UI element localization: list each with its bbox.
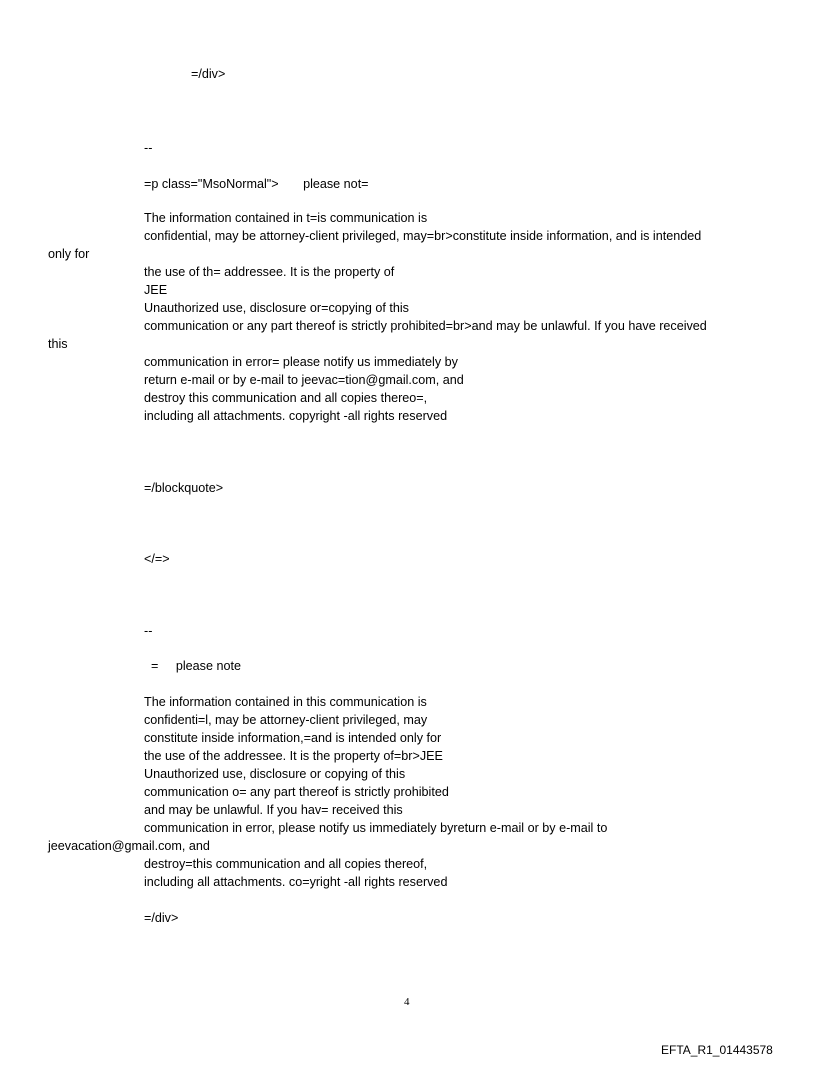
disclaimer-line: including all attachments. copyright -all rights reserved — [144, 409, 448, 423]
disclaimer-line: including all attachments. co=yright -all rights reserved — [144, 875, 448, 889]
signature-separator: -- — [144, 624, 153, 638]
disclaimer-line: destroy=this communication and all copies thereof, — [144, 857, 428, 871]
disclaimer-line: The information contained in t=is communication is — [144, 211, 428, 225]
signature-separator: -- — [144, 141, 153, 155]
disclaimer-line: and may be unlawful. If you hav= received this — [144, 803, 403, 817]
div-close-tag: =/div> — [191, 67, 226, 81]
blockquote-close-tag: =/blockquote> — [144, 481, 224, 495]
disclaimer-line: communication o= any part thereof is strictly prohibited — [144, 785, 449, 799]
disclaimer-line: Unauthorized use, disclosure or=copying of this — [144, 301, 409, 315]
disclaimer-line-wrap: jeevacation@gmail.com, and — [48, 839, 210, 853]
disclaimer-line: confidential, may be attorney-client privileged, may=br>constitute inside information, and is intended — [144, 229, 702, 243]
mso-paragraph-line: =p class="MsoNormal"> please not= — [144, 177, 369, 191]
div-close-tag: =/div> — [144, 911, 179, 925]
please-note-line: = please note — [144, 659, 241, 673]
disclaimer-line: destroy this communication and all copies thereo=, — [144, 391, 428, 405]
disclaimer-line: return e-mail or by e-mail to jeevac=tion@gmail.com, and — [144, 373, 464, 387]
disclaimer-line: JEE — [144, 283, 168, 297]
disclaimer-line: constitute inside information,=and is intended only for — [144, 731, 442, 745]
disclaimer-line: confidenti=l, may be attorney-client privileged, may — [144, 713, 428, 727]
disclaimer-line: the use of th= addressee. It is the property of — [144, 265, 395, 279]
disclaimer-line: the use of the addressee. It is the property of=br>JEE — [144, 749, 443, 763]
disclaimer-line: Unauthorized use, disclosure or copying of this — [144, 767, 406, 781]
disclaimer-line-wrap: this — [48, 337, 68, 351]
document-id: EFTA_R1_01443578 — [661, 1043, 773, 1057]
page-number: 4 — [404, 996, 410, 1008]
disclaimer-line: communication or any part thereof is strictly prohibited=br>and may be unlawful. If you have received — [144, 319, 707, 333]
disclaimer-line: communication in error, please notify us immediately byreturn e-mail or by e-mail to — [144, 821, 608, 835]
disclaimer-line-wrap: only for — [48, 247, 90, 261]
broken-close-tag: </=> — [144, 552, 170, 566]
disclaimer-line: The information contained in this communication is — [144, 695, 427, 709]
disclaimer-line: communication in error= please notify us immediately by — [144, 355, 458, 369]
